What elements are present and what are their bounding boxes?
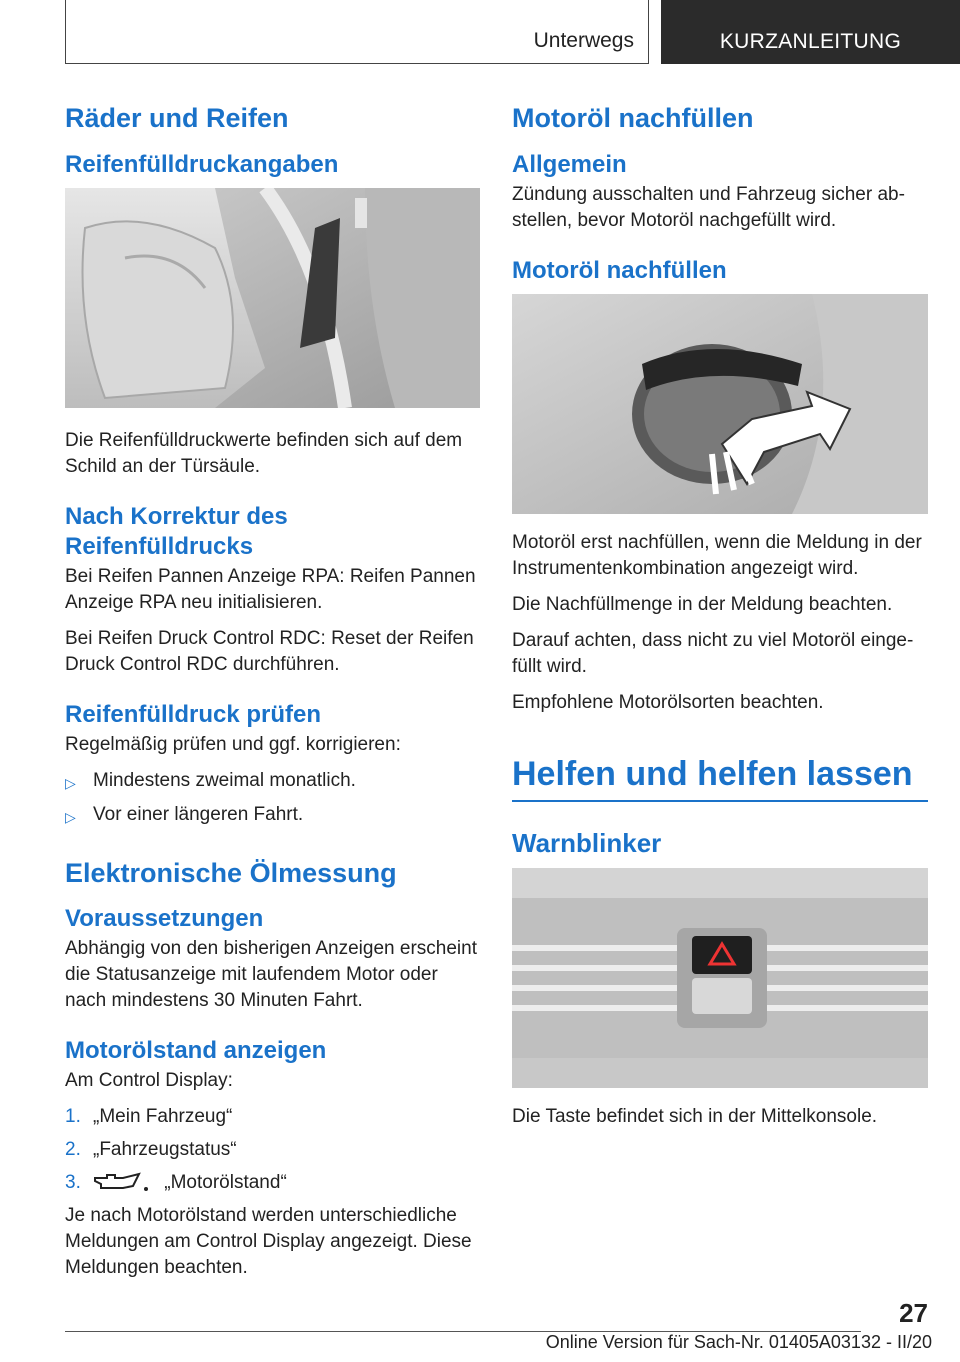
footer-online-version: Online Version für Sach-Nr. 01405A03132 - II/20	[545, 1332, 932, 1352]
paragraph-nachfuellmenge: Die Nachfüllmenge in der Meldung beachten.	[512, 594, 893, 615]
section-title-motoroel: Motoröl nachfüllen	[512, 103, 754, 133]
step-text: „Mein Fahrzeug“	[93, 1106, 233, 1127]
triangle-right-icon: ▷	[65, 775, 76, 791]
fig1-caption: Die Reifenfülldruckwerte befinden sich auf dem Schild an der Türsäule.	[65, 430, 463, 477]
step-number: 3.	[65, 1172, 81, 1193]
heading-motoroel-nachfuellen: Motoröl nachfüllen	[512, 257, 727, 284]
hazard-button-photo	[512, 868, 928, 1088]
heading-reifenfuelldruck-pruefen: Reifenfülldruck prüfen	[65, 701, 322, 728]
paragraph-oelsorten: Empfohlene Motorölsorten beachten.	[512, 692, 824, 713]
list-item	[65, 1170, 480, 1196]
list-item	[65, 768, 480, 796]
paragraph-meldungen: Je nach Motorölstand werden unterschiedliche Meldungen am Control Display angezeigt. Diese Meldungen beachten.	[65, 1205, 472, 1278]
triangle-right-icon: ▷	[65, 809, 76, 825]
paragraph-rdc: Bei Reifen Druck Control RDC: Reset der Reifen Druck Control RDC durchführen.	[65, 628, 474, 675]
oil-can-icon	[93, 1172, 151, 1194]
section-title-raeder: Räder und Reifen	[65, 103, 289, 133]
oil-cap-photo	[512, 294, 928, 514]
list-item-text: Mindestens zweimal monatlich.	[93, 770, 356, 791]
page-number: 27	[899, 1298, 928, 1328]
header-section-tab	[65, 0, 649, 64]
paragraph-rpa: Bei Reifen Pannen Anzeige RPA: Reifen Pannen Anzeige RPA neu initialisieren.	[65, 566, 476, 613]
list-item	[65, 1137, 480, 1163]
header-section-label: Unterwegs	[533, 29, 634, 52]
paragraph-nicht-zu-viel: Darauf achten, dass nicht zu viel Motoröl einge-füllt wird.	[512, 630, 914, 677]
heading-korrektur: Nach Korrektur des Reifenfülldrucks	[65, 503, 288, 560]
list-item	[65, 1104, 480, 1130]
section-title-oelmessung: Elektronische Ölmessung	[65, 858, 397, 888]
list-item	[65, 802, 480, 830]
header-chapter-label: KURZANLEITUNG	[719, 30, 902, 53]
paragraph-pruefen: Regelmäßig prüfen und ggf. korrigieren:	[65, 734, 401, 755]
door-pillar-label-photo	[65, 188, 480, 408]
heading-allgemein: Allgemein	[512, 151, 627, 178]
paragraph-allgemein: Zündung ausschalten und Fahrzeug sicher ab-stellen, bevor Motoröl nachgefüllt wird.	[512, 184, 905, 231]
step-number: 1.	[65, 1106, 81, 1127]
step-text: „Fahrzeugstatus“	[93, 1139, 237, 1160]
heading-warnblinker: Warnblinker	[512, 828, 662, 858]
left-column	[65, 100, 480, 1291]
heading-voraussetzungen: Voraussetzungen	[65, 905, 264, 932]
heading-reifenfuelldruckangaben: Reifenfülldruckangaben	[65, 151, 339, 178]
right-column	[512, 100, 928, 1140]
step-text: „Motorölstand“	[164, 1172, 287, 1193]
section-title-helfen: Helfen und helfen lassen	[512, 752, 928, 802]
list-item-text: Vor einer längeren Fahrt.	[93, 804, 304, 825]
heading-motoroelstand: Motorölstand anzeigen	[65, 1037, 327, 1064]
step-number: 2.	[65, 1139, 81, 1160]
header-chapter-tab	[661, 0, 960, 64]
paragraph-erst-nachfuellen: Motoröl erst nachfüllen, wenn die Meldung in der Instrumentenkombination angezeigt wird.	[512, 532, 922, 579]
paragraph-voraussetzungen: Abhängig von den bisherigen Anzeigen erscheint die Statusanzeige mit laufendem Motor oder nach mindestens 30 Minuten Fahrt.	[65, 938, 477, 1011]
paragraph-mittelkonsole: Die Taste befindet sich in der Mittelkonsole.	[512, 1106, 878, 1127]
paragraph-control-display: Am Control Display:	[65, 1070, 233, 1091]
